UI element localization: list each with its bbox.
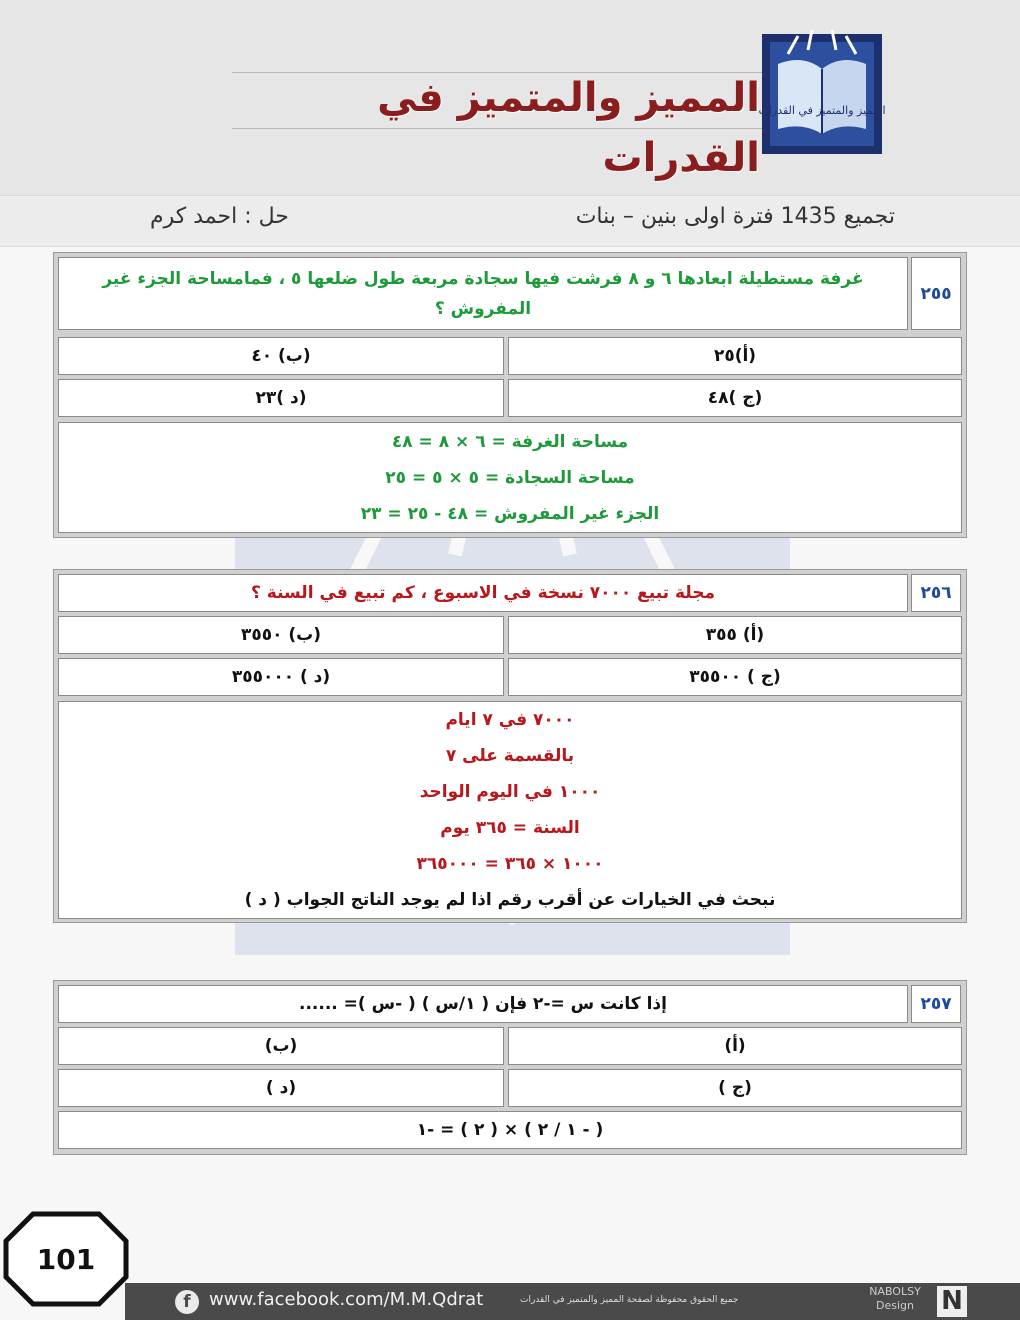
choice-d[interactable]: (د )٢٣: [58, 379, 504, 417]
book-logo-icon: [758, 24, 893, 159]
solution: [58, 701, 962, 919]
choice-c[interactable]: (ج )٤٨: [508, 379, 962, 417]
question-256: [53, 569, 967, 923]
solution-note: نبحث في الخيارات عن أقرب رقم اذا لم يوجد الناتج الجواب ( د ): [244, 890, 776, 910]
solution-line: ١٠٠٠ في اليوم الواحد: [419, 782, 601, 802]
choice-a[interactable]: (أ)٢٥: [508, 337, 962, 375]
choice-b[interactable]: (ب) ٣٥٥٠: [58, 616, 504, 654]
copyright-text: جميع الحقوق محفوظة لصفحة المميز والمتميز في القدرات: [520, 1295, 739, 1305]
choice-c[interactable]: (ج ) ٣٥٥٠٠: [508, 658, 962, 696]
choice-d[interactable]: (د ): [58, 1069, 504, 1107]
author-credit: حل : احمد كرم: [150, 204, 289, 229]
solution-line: ٧٠٠٠ في ٧ ايام: [445, 710, 575, 730]
designer-label: Design: [876, 1299, 914, 1312]
solution: [58, 422, 962, 533]
question-text: مجلة تبيع ٧٠٠٠ نسخة في الاسبوع ، كم تبيع في السنة ؟: [58, 574, 908, 612]
solution-line: السنة = ٣٦٥ يوم: [440, 818, 580, 838]
question-text: غرفة مستطيلة ابعادها ٦ و ٨ فرشت فيها سجادة مربعة طول ضلعها ٥ ، فمامساحة الجزء غير المفروش ؟: [58, 257, 908, 330]
facebook-link[interactable]: www.facebook.com/M.M.Qdrat: [209, 1289, 484, 1310]
question-text: إذا كانت س =-٢ فإن ( ١/س ) ( -س )= ......: [58, 985, 908, 1023]
collection-title: تجميع 1435 فترة اولى بنين – بنات: [575, 204, 895, 229]
choice-a[interactable]: (أ): [508, 1027, 962, 1065]
question-255: [53, 252, 967, 538]
solution-line: الجزء غير المفروش = ٤٨ - ٢٥ = ٢٣: [360, 503, 660, 524]
choice-d[interactable]: (د ) ٣٥٥٠٠٠: [58, 658, 504, 696]
page-number: 101: [36, 1243, 96, 1276]
question-257: [53, 980, 967, 1155]
question-number: ٢٥٥: [911, 257, 961, 330]
solution-line: ١٠٠٠ × ٣٦٥ = ٣٦٥٠٠٠: [416, 854, 604, 874]
designer-credit: [860, 1285, 930, 1313]
choice-c[interactable]: (ج ): [508, 1069, 962, 1107]
choice-b[interactable]: (ب): [58, 1027, 504, 1065]
solution-line: مساحة الغرفة = ٦ × ٨ = ٤٨: [391, 431, 629, 452]
subtitle-band: [0, 195, 1020, 247]
choice-a[interactable]: (أ) ٣٥٥: [508, 616, 962, 654]
designer-name: NABOLSY: [869, 1285, 921, 1298]
solution-line: مساحة السجادة = ٥ × ٥ = ٢٥: [385, 467, 635, 488]
brand-title: المميز والمتميز في القدرات: [377, 75, 760, 181]
choice-b[interactable]: (ب) ٤٠: [58, 337, 504, 375]
facebook-icon[interactable]: f: [175, 1290, 199, 1314]
logo-text: المميز والمتميز في القدرات: [758, 104, 886, 117]
footer-bar: [125, 1283, 1020, 1320]
solution: ( - ١ / ٢ ) × ( ٢ ) = -١: [58, 1111, 962, 1149]
question-number: ٢٥٧: [911, 985, 961, 1023]
question-number: ٢٥٦: [911, 574, 961, 612]
page-number-badge: [3, 1211, 129, 1307]
solution-line: بالقسمة على ٧: [445, 746, 575, 766]
designer-logo-icon: N: [937, 1286, 967, 1317]
